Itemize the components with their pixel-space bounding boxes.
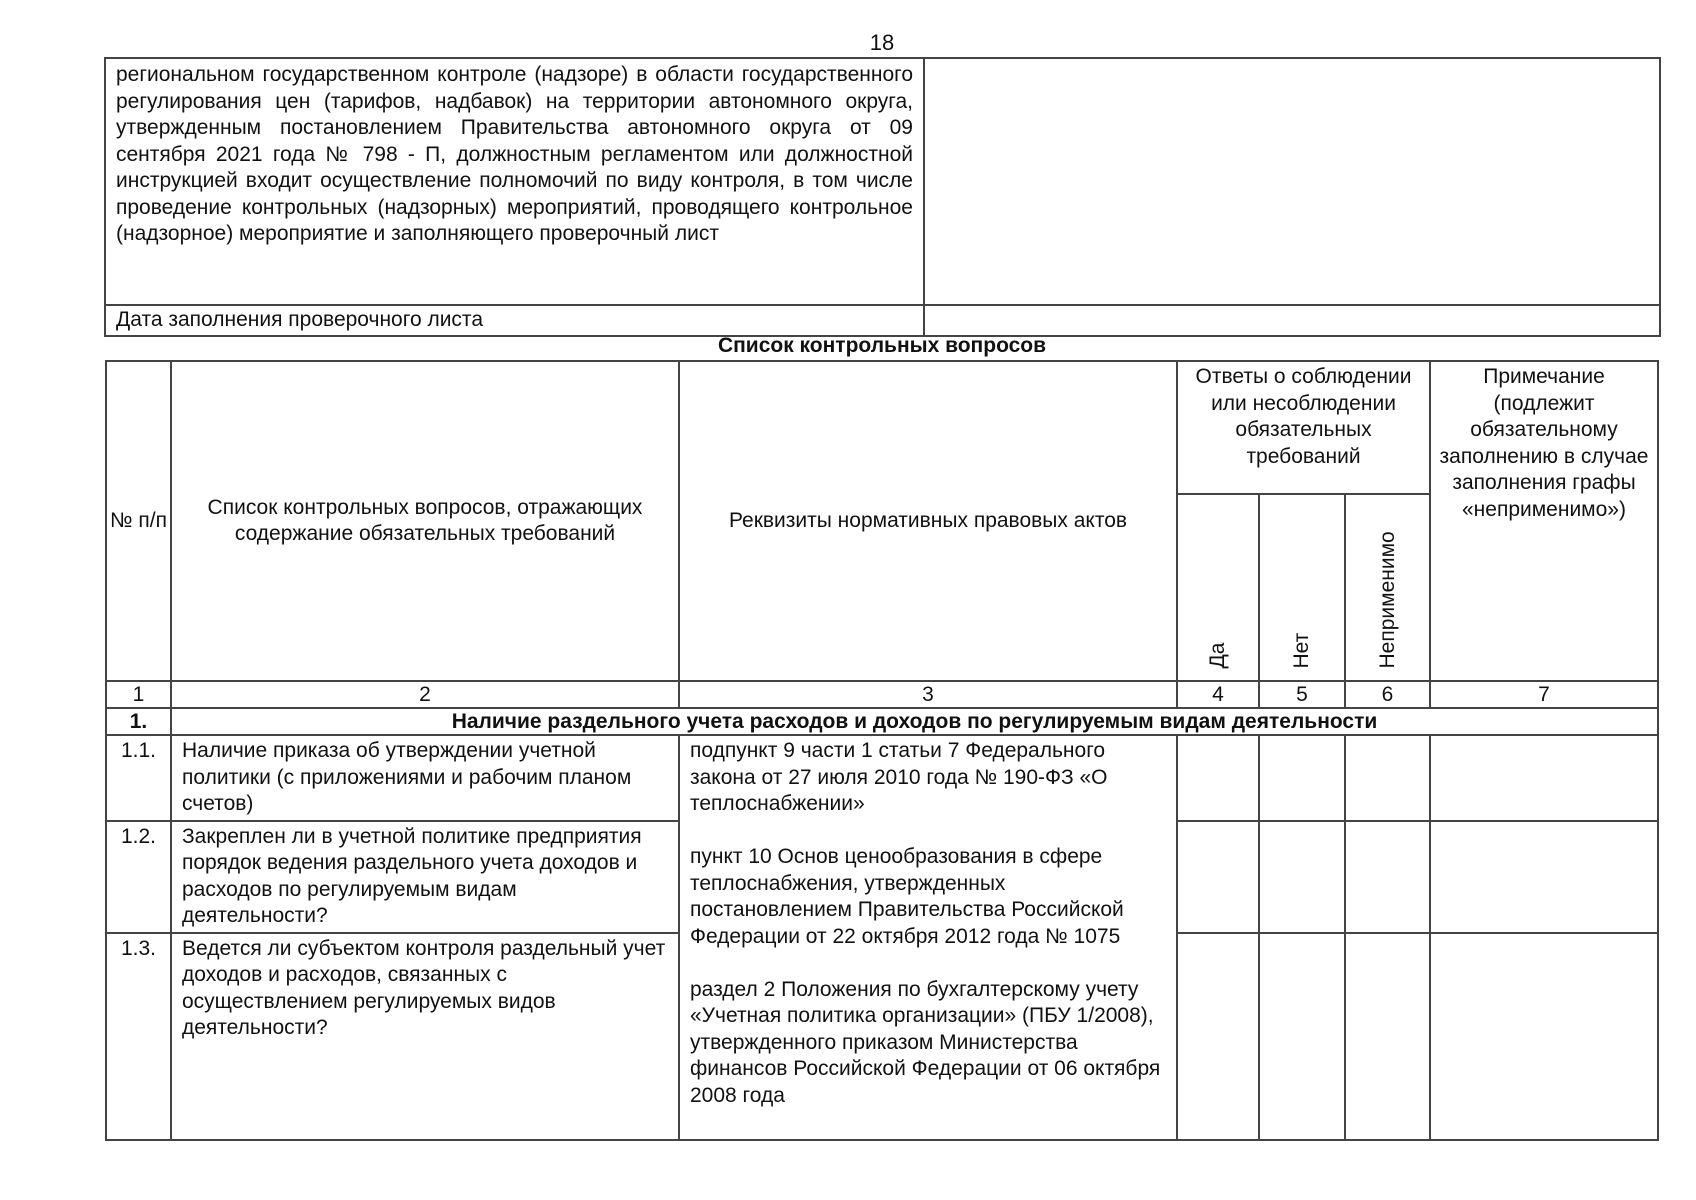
answer-no-cell[interactable] — [1259, 933, 1345, 1140]
header-not-applicable: Неприменимо — [1345, 494, 1430, 681]
header-answers: Ответы о соблюдении или несоблюдении обязательных требований — [1177, 361, 1430, 494]
list-title: Список контрольных вопросов — [717, 334, 1047, 357]
row-number: 1.3. — [106, 933, 171, 1140]
answer-yes-cell[interactable] — [1177, 933, 1259, 1140]
note-cell[interactable] — [1430, 821, 1658, 933]
row-number: 1.1. — [106, 735, 171, 821]
column-number: 5 — [1259, 681, 1345, 708]
date-label: Дата заполнения проверочного листа — [105, 305, 924, 336]
requisite-text: раздел 2 Положения по бухгалтерскому учету «Учетная политика организации» (ПБУ 1/2008), утвержденного приказом Министерства финансов Российской Федерации от 06 октября 2008 года — [690, 977, 1161, 1107]
header-no: Нет — [1259, 494, 1345, 681]
header-yes: Да — [1177, 494, 1259, 681]
question-text: Закреплен ли в учетной политике предприятия порядок ведения раздельного учета доходов и расходов по регулируемым видам деятельности? — [171, 821, 679, 933]
question-text: Ведется ли субъектом контроля раздельный учет доходов и расходов, связанных с осуществлением регулируемых видов деятельности? — [171, 933, 679, 1140]
answer-na-cell[interactable] — [1345, 735, 1430, 821]
control-questions-table — [105, 360, 1659, 1141]
row-number: 1.2. — [106, 821, 171, 933]
requisite-text: подпункт 9 части 1 статьи 7 Федерального закона от 27 июля 2010 года № 190-ФЗ «О теплоснабжении» — [690, 739, 1108, 815]
inspector-description: региональном государственном контроле (надзоре) в области государственного регулирования цен (тарифов, надбавок) на территории автономного округа, утвержденным постановлением Правительства автономного округа от 09 сентября 2021 года № 798 - П, должностным регламентом или должностной инструкцией входит осуществление полномочий по виду контроля, в том числе проведение контрольных (надзорных) мероприятий, проводящего контрольное (надзорное) мероприятие и заполняющего проверочный лист — [105, 58, 924, 305]
header-questions: Список контрольных вопросов, отражающих содержание обязательных требований — [171, 361, 679, 681]
requisite-text: пункт 10 Основ ценообразования в сфере теплоснабжения, утвержденных постановлением Правительства Российской Федерации от 22 октября 2012 года № 1075 — [690, 845, 1124, 948]
header-num: № п/п — [106, 361, 171, 681]
column-number: 1 — [106, 681, 171, 708]
column-number: 3 — [679, 681, 1177, 708]
note-cell[interactable] — [1430, 933, 1658, 1140]
column-number: 2 — [171, 681, 679, 708]
inspector-value-cell[interactable] — [924, 58, 1660, 305]
question-text: Наличие приказа об утверждении учетной политики (с приложениями и рабочим планом счетов) — [171, 735, 679, 821]
answer-yes-cell[interactable] — [1177, 735, 1259, 821]
header-requisites: Реквизиты нормативных правовых актов — [679, 361, 1177, 681]
answer-no-cell[interactable] — [1259, 735, 1345, 821]
requisites-cell — [679, 735, 1177, 1140]
page-number: 18 — [869, 30, 895, 55]
section-number: 1. — [106, 708, 171, 735]
header-note: Примечание (подлежит обязательному заполнению в случае заполнения графы «неприменимо») — [1430, 361, 1658, 681]
answer-no-cell[interactable] — [1259, 821, 1345, 933]
note-cell[interactable] — [1430, 735, 1658, 821]
column-number: 4 — [1177, 681, 1259, 708]
section-title: Наличие раздельного учета расходов и доходов по регулируемым видам деятельности — [171, 708, 1658, 735]
column-number: 7 — [1430, 681, 1658, 708]
inspector-info-table — [104, 57, 1661, 337]
answer-yes-cell[interactable] — [1177, 821, 1259, 933]
column-number: 6 — [1345, 681, 1430, 708]
date-value-cell[interactable] — [924, 305, 1660, 336]
answer-na-cell[interactable] — [1345, 933, 1430, 1140]
answer-na-cell[interactable] — [1345, 821, 1430, 933]
